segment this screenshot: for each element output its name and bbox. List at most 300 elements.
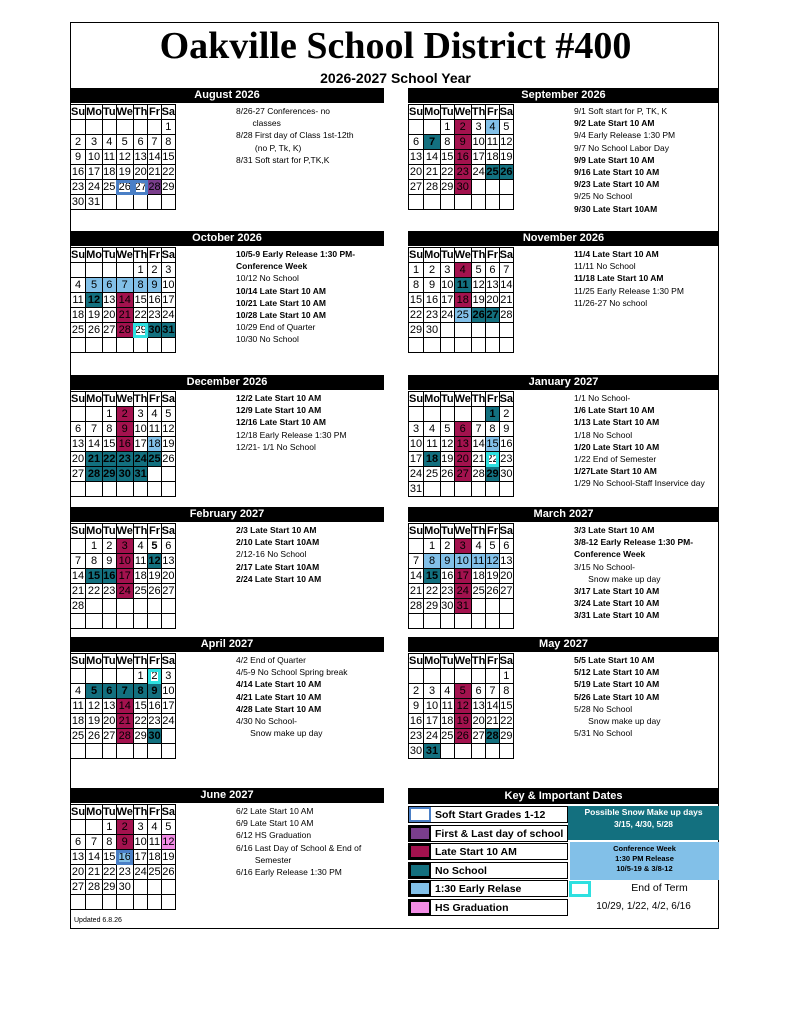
- day-cell: 4: [471, 539, 485, 554]
- empty-cell: [71, 482, 86, 497]
- empty-cell: [116, 895, 133, 910]
- weekday-header: Tu: [440, 654, 454, 667]
- day-cell: 28: [148, 180, 161, 193]
- day-cell: 19: [162, 437, 175, 450]
- day-cell: 5: [116, 135, 133, 150]
- weekday-header: We: [116, 392, 133, 405]
- day-cell: 18: [454, 293, 471, 308]
- day-cell: 23: [441, 584, 454, 597]
- day-cell: 29: [134, 729, 147, 742]
- month-title: March 2027: [408, 507, 719, 522]
- weekday-header: Fr: [148, 805, 160, 818]
- day-cell: 2: [71, 135, 86, 150]
- day-cell: 19: [148, 569, 161, 582]
- day-cell: 17: [409, 452, 423, 465]
- empty-cell: [102, 263, 116, 278]
- empty-cell: [102, 482, 116, 497]
- day-cell: 5: [161, 407, 175, 422]
- page-title: Oakville School District #400: [159, 25, 632, 67]
- day-cell: 19: [86, 714, 103, 729]
- day-cell: 29: [441, 180, 454, 193]
- day-cell: 15: [424, 569, 441, 584]
- weekday-header: Su: [409, 105, 424, 118]
- empty-cell: [102, 338, 116, 353]
- empty-cell: [440, 482, 454, 497]
- day-cell: 4: [71, 684, 86, 699]
- weekday-header: Tu: [440, 248, 454, 261]
- day-cell: 12: [162, 422, 175, 435]
- month-title: December 2026: [70, 375, 384, 390]
- key-item: [408, 825, 568, 842]
- weekday-header: We: [116, 805, 133, 818]
- end-of-term-label: End of Term: [631, 882, 688, 894]
- day-cell: 14: [500, 278, 513, 291]
- weekday-header: Mo: [86, 248, 102, 261]
- empty-cell: [161, 195, 175, 210]
- day-cell: 5: [86, 684, 103, 699]
- empty-cell: [148, 744, 161, 759]
- day-cell: 21: [116, 308, 133, 323]
- day-cell: 18: [424, 452, 441, 467]
- empty-cell: [440, 323, 454, 338]
- day-cell: 10: [116, 554, 133, 569]
- weekday-header: Th: [133, 654, 148, 667]
- empty-cell: [116, 744, 133, 759]
- weekday-header: We: [116, 524, 133, 537]
- day-cell: 14: [472, 437, 485, 450]
- month-grid: [408, 391, 514, 497]
- empty-cell: [409, 539, 424, 554]
- day-cell: 11: [72, 293, 84, 306]
- empty-cell: [133, 338, 147, 353]
- day-cell: 28: [409, 599, 423, 612]
- weekday-header: Mo: [86, 392, 102, 405]
- day-cell: 11: [148, 835, 161, 848]
- day-cell: 14: [116, 699, 133, 714]
- month-grid: [408, 247, 514, 353]
- key-swatch: [409, 844, 431, 859]
- empty-cell: [102, 895, 116, 910]
- empty-cell: [454, 407, 471, 422]
- day-cell: 14: [148, 150, 161, 163]
- day-cell: 29: [103, 467, 116, 480]
- day-cell: 22: [424, 584, 441, 599]
- note-line: 9/1 Soft start for P, TK, K: [574, 106, 668, 116]
- empty-cell: [440, 614, 454, 629]
- weekday-header: Sa: [499, 392, 514, 405]
- key-label: Late Start 10 AM: [435, 846, 517, 858]
- day-cell: 17: [116, 569, 133, 584]
- day-cell: 27: [409, 180, 423, 193]
- empty-cell: [409, 338, 424, 353]
- weekday-header: Th: [133, 524, 148, 537]
- day-cell: 23: [71, 180, 85, 193]
- month-notes: [574, 654, 660, 739]
- day-cell: 20: [454, 452, 471, 467]
- day-cell: 27: [71, 467, 85, 480]
- month-notes: [236, 654, 348, 739]
- day-cell: 18: [472, 569, 485, 582]
- day-cell: 6: [102, 278, 116, 293]
- day-cell: 16: [500, 437, 513, 450]
- note-line: 10/14 Late Start 10 AM: [236, 285, 326, 296]
- day-cell: 17: [134, 437, 147, 450]
- empty-cell: [133, 120, 147, 135]
- empty-cell: [148, 195, 161, 210]
- day-cell: 1: [440, 120, 454, 135]
- key-item: [408, 806, 568, 823]
- day-cell: 7: [86, 835, 103, 850]
- empty-cell: [148, 467, 161, 482]
- note-line: 10/21 Late Start 10 AM: [236, 297, 326, 308]
- day-cell: 21: [472, 452, 485, 465]
- day-cell: 30: [500, 467, 513, 480]
- day-cell: 16: [441, 569, 454, 582]
- day-cell: 4: [148, 820, 161, 835]
- day-cell: 13: [103, 699, 116, 712]
- weekday-header: Su: [409, 654, 424, 667]
- day-cell: 20: [472, 714, 485, 727]
- empty-cell: [440, 744, 454, 759]
- month-title: May 2027: [408, 637, 719, 652]
- day-cell: 9: [71, 150, 86, 165]
- day-cell: 3: [161, 263, 175, 278]
- day-cell: 31: [454, 599, 471, 614]
- day-cell: 27: [162, 584, 175, 597]
- day-cell: 20: [71, 452, 85, 465]
- weekday-header: Tu: [102, 805, 116, 818]
- day-cell: 8: [499, 684, 513, 699]
- day-cell: 5: [454, 684, 471, 699]
- empty-cell: [71, 614, 86, 629]
- day-cell: 26: [454, 729, 471, 744]
- weekday-header: Su: [71, 392, 86, 405]
- day-cell: 13: [500, 554, 513, 567]
- day-cell: 25: [148, 452, 161, 465]
- day-cell: 10: [134, 835, 147, 848]
- day-cell: 20: [103, 714, 116, 727]
- note-line: 9/16 Late Start 10 AM: [574, 167, 660, 178]
- day-cell: 15: [103, 437, 116, 450]
- note-line: 12/2 Late Start 10 AM: [236, 393, 322, 403]
- note-line: 6/12 HS Graduation: [236, 830, 312, 841]
- day-cell: 5: [161, 820, 175, 835]
- note-line: 3/17 Late Start 10 AM: [574, 586, 660, 597]
- note-line: Conference Week: [236, 261, 308, 272]
- day-cell: 5: [499, 120, 513, 135]
- weekday-header: We: [116, 654, 133, 667]
- day-cell: 28: [500, 308, 513, 321]
- weekday-header: Mo: [86, 524, 102, 537]
- note-line: 11/11 No School: [574, 261, 636, 272]
- day-cell: 22: [409, 308, 423, 321]
- day-cell: 1: [409, 263, 424, 278]
- day-cell: 20: [486, 293, 499, 306]
- day-cell: 6: [102, 684, 116, 699]
- day-cell: 9: [440, 554, 454, 569]
- empty-cell: [471, 599, 485, 614]
- day-cell: 11: [134, 554, 147, 567]
- day-cell: 24: [134, 865, 147, 878]
- day-cell: 18: [148, 850, 161, 863]
- day-cell: 11: [424, 437, 441, 452]
- note-line: Snow make up day: [574, 716, 661, 727]
- day-cell: 7: [148, 135, 161, 150]
- empty-cell: [454, 744, 471, 759]
- key-item: [408, 899, 568, 916]
- weekday-header: Sa: [499, 654, 514, 667]
- empty-cell: [471, 338, 485, 353]
- day-cell: 20: [162, 569, 175, 582]
- day-cell: 24: [424, 729, 441, 744]
- weekday-header: Mo: [424, 524, 440, 537]
- day-cell: 13: [103, 293, 116, 306]
- note-line: 9/4 Early Release 1:30 PM: [574, 130, 676, 141]
- day-cell: 3: [116, 539, 133, 554]
- day-cell: 14: [486, 699, 499, 712]
- day-cell: 14: [116, 293, 133, 308]
- key-item: [408, 880, 568, 897]
- day-cell: 5: [148, 539, 161, 554]
- empty-cell: [133, 482, 147, 497]
- day-cell: 21: [71, 584, 85, 597]
- note-line: 6/16 Early Release 1:30 PM: [236, 867, 342, 878]
- weekday-header: Th: [133, 248, 148, 261]
- note-line: 11/26-27 No school: [574, 297, 648, 308]
- empty-cell: [161, 338, 175, 353]
- day-cell: 4: [454, 263, 471, 278]
- day-cell: 4: [148, 407, 161, 422]
- day-cell: 17: [454, 569, 471, 584]
- month-title: October 2026: [70, 231, 384, 246]
- weekday-header: Fr: [148, 248, 160, 261]
- weekday-header: We: [116, 105, 133, 118]
- day-cell: 2: [499, 407, 513, 422]
- day-cell: 11: [103, 150, 115, 163]
- empty-cell: [161, 880, 175, 895]
- day-cell: 10: [86, 150, 103, 165]
- day-cell: 17: [162, 699, 175, 712]
- month-notes: [236, 524, 321, 585]
- day-cell: 12: [148, 554, 161, 567]
- day-cell: 29: [103, 880, 116, 893]
- note-line: 5/31 No School: [574, 728, 633, 739]
- weekday-header: Tu: [102, 392, 116, 405]
- day-cell: 23: [148, 714, 161, 727]
- day-cell: 9: [424, 278, 441, 293]
- day-cell: 27: [134, 180, 147, 193]
- day-cell: 12: [86, 699, 103, 714]
- day-cell: 1: [102, 820, 116, 835]
- empty-cell: [440, 407, 454, 422]
- day-cell: 30: [116, 467, 133, 482]
- day-cell: 23: [103, 584, 116, 597]
- note-line: 5/19 Late Start 10 AM: [574, 679, 660, 690]
- weekday-header: Mo: [86, 654, 102, 667]
- day-cell: 25: [134, 584, 147, 597]
- day-cell: 22: [103, 452, 116, 465]
- day-cell: 8: [161, 135, 175, 150]
- day-cell: 3: [86, 135, 103, 150]
- day-cell: 2: [440, 539, 454, 554]
- day-cell: 18: [71, 714, 85, 727]
- note-line: 10/28 Late Start 10 AM: [236, 310, 326, 321]
- day-cell: 24: [162, 714, 175, 727]
- day-cell: 24: [116, 584, 133, 599]
- note-line: 12/9 Late Start 10 AM: [236, 405, 322, 416]
- day-cell: 28: [472, 467, 485, 480]
- empty-cell: [471, 180, 485, 195]
- day-cell: 11: [486, 135, 499, 148]
- weekday-header: Mo: [424, 105, 440, 118]
- day-cell: 25: [454, 308, 471, 323]
- day-cell: 27: [103, 323, 116, 336]
- day-cell: 3: [440, 263, 454, 278]
- day-cell: 21: [500, 293, 513, 306]
- weekday-header: Mo: [424, 392, 440, 405]
- empty-cell: [499, 323, 513, 338]
- empty-cell: [161, 599, 175, 614]
- day-cell: 15: [500, 699, 513, 712]
- note-line: 10/30 No School: [236, 334, 299, 345]
- day-cell: 21: [86, 452, 103, 467]
- day-cell: 26: [148, 584, 161, 597]
- day-cell: 17: [472, 150, 485, 163]
- day-cell: 26: [86, 729, 103, 744]
- weekday-header: Sa: [499, 105, 514, 118]
- weekday-header: Fr: [486, 654, 498, 667]
- note-line: 1/20 Late Start 10 AM: [574, 441, 660, 452]
- empty-cell: [148, 880, 161, 895]
- empty-cell: [424, 120, 441, 135]
- day-cell: 19: [472, 293, 485, 306]
- note-line: 6/9 Late Start 10 AM: [236, 818, 314, 829]
- month-title: June 2027: [70, 788, 384, 803]
- day-cell: 20: [103, 308, 116, 321]
- note-line: 10/29 End of Quarter: [236, 322, 316, 333]
- day-cell: 16: [148, 699, 161, 712]
- day-cell: 21: [86, 865, 103, 880]
- updated-note: Updated 6.8.26: [74, 917, 122, 924]
- day-cell: 29: [486, 467, 499, 480]
- day-cell: 8: [86, 554, 103, 569]
- end-of-term-swatch: [569, 881, 591, 897]
- month-notes: [236, 392, 347, 453]
- day-cell: 1: [133, 669, 147, 684]
- day-cell: 15: [86, 569, 103, 584]
- note-line: 4/28 Late Start 10 AM: [236, 703, 322, 714]
- day-cell: 10: [441, 278, 454, 291]
- day-cell: 5: [440, 422, 454, 437]
- day-cell: 27: [71, 880, 85, 893]
- day-cell: 6: [454, 422, 471, 437]
- key-swatch: [409, 900, 431, 915]
- day-cell: 28: [424, 180, 441, 195]
- day-cell: 28: [86, 467, 103, 482]
- day-cell: 19: [86, 308, 103, 323]
- day-cell: 17: [86, 165, 103, 180]
- day-cell: 28: [116, 729, 133, 744]
- month-title: November 2026: [408, 231, 719, 246]
- conference-week-dates: 10/5-19 & 3/8-12: [616, 864, 673, 873]
- empty-cell: [440, 338, 454, 353]
- key-label: No School: [435, 864, 487, 877]
- empty-cell: [486, 744, 499, 759]
- empty-cell: [102, 669, 116, 684]
- weekday-header: Tu: [102, 654, 116, 667]
- day-cell: 10: [454, 554, 471, 569]
- day-cell: 16: [116, 850, 133, 865]
- day-cell: 3: [454, 539, 471, 554]
- empty-cell: [116, 338, 133, 353]
- snow-makeup-title: Possible Snow Make up days: [584, 807, 703, 817]
- note-line: 8/28 First day of Class 1st-12th: [236, 130, 354, 141]
- empty-cell: [71, 744, 86, 759]
- day-cell: 17: [134, 850, 147, 863]
- empty-cell: [471, 744, 485, 759]
- note-line: 2/3 Late Start 10 AM: [236, 525, 317, 535]
- conference-week-time: 1:30 PM Release: [615, 854, 674, 863]
- note-line: 3/15 No School-: [574, 561, 635, 572]
- day-cell: 2: [454, 120, 471, 135]
- weekday-header: Th: [133, 805, 148, 818]
- empty-cell: [161, 729, 175, 744]
- day-cell: 16: [409, 714, 423, 727]
- weekday-header: Fr: [148, 654, 160, 667]
- day-cell: 21: [486, 714, 499, 727]
- day-cell: 16: [71, 165, 85, 178]
- day-cell: 20: [409, 165, 423, 178]
- weekday-header: Sa: [161, 392, 176, 405]
- day-cell: 25: [486, 165, 499, 178]
- day-cell: 28: [116, 323, 133, 338]
- month-notes: [574, 248, 684, 309]
- empty-cell: [102, 744, 116, 759]
- weekday-header: Su: [409, 392, 424, 405]
- day-cell: 13: [409, 150, 423, 163]
- weekday-header: Tu: [440, 524, 454, 537]
- day-cell: 19: [454, 714, 471, 729]
- conference-week-title: Conference Week: [613, 844, 676, 853]
- key-item: [408, 862, 568, 879]
- conference-week-box: [570, 842, 719, 880]
- note-line: 10/12 No School: [236, 273, 299, 284]
- day-cell: 25: [71, 729, 85, 742]
- empty-cell: [148, 338, 161, 353]
- end-of-term-dates: 10/29, 1/22, 4/2, 6/16: [596, 901, 691, 912]
- weekday-header: Fr: [486, 105, 498, 118]
- note-line: 4/2 End of Quarter: [236, 655, 306, 665]
- empty-cell: [499, 599, 513, 614]
- key-label: 1:30 Early Relase: [435, 883, 522, 895]
- day-cell: 3: [133, 820, 147, 835]
- month-title: September 2026: [408, 88, 719, 103]
- key-item: [408, 843, 568, 860]
- day-cell: 23: [116, 865, 133, 880]
- day-cell: 24: [472, 165, 485, 178]
- note-line: 4/5-9 No School Spring break: [236, 667, 348, 678]
- day-cell: 12: [116, 150, 133, 165]
- note-line: 9/9 Late Start 10 AM: [574, 154, 655, 165]
- day-cell: 13: [134, 150, 147, 163]
- weekday-header: We: [116, 248, 133, 261]
- day-cell: 26: [162, 865, 175, 878]
- empty-cell: [161, 614, 175, 629]
- day-cell: 29: [162, 180, 175, 193]
- empty-cell: [86, 120, 103, 135]
- note-line: 2/24 Late Start 10 AM: [236, 573, 322, 584]
- note-line: 3/8-12 Early Release 1:30 PM-: [574, 537, 694, 548]
